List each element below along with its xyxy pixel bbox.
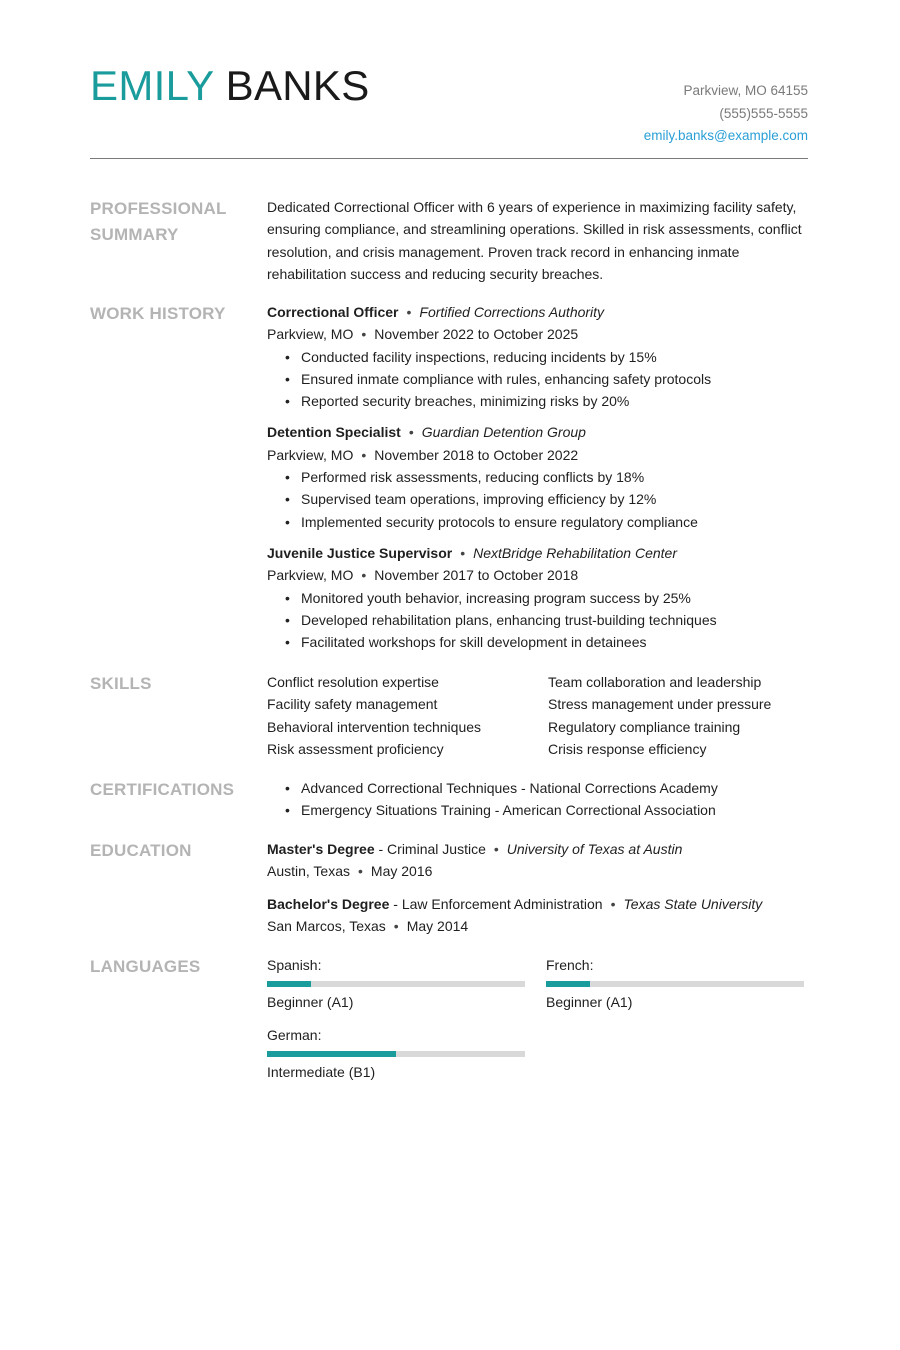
- job-title: Correctional Officer: [267, 304, 399, 320]
- certification-bullets: [267, 777, 808, 822]
- language-name: French:: [546, 957, 594, 973]
- degree: Master's Degree: [267, 841, 375, 857]
- section-label-education: EDUCATION: [90, 841, 192, 860]
- section-label-skills: SKILLS: [90, 674, 152, 693]
- job-bullet: • Implemented security protocols to ensure regulatory compliance: [301, 511, 808, 533]
- education-date: May 2014: [406, 917, 469, 934]
- skill-item: Risk assessment proficiency: [267, 740, 444, 757]
- header-divider: [90, 158, 808, 159]
- section-label-certifications: CERTIFICATIONS: [90, 780, 235, 799]
- certification-item: • Emergency Situations Training - American Correctional Association: [301, 799, 808, 821]
- skills-list: [267, 671, 808, 760]
- language-name: Spanish:: [267, 957, 322, 973]
- job-company: Fortified Corrections Authority: [419, 304, 605, 320]
- certifications-list: [267, 777, 808, 822]
- section-label-summary: [90, 196, 250, 248]
- skill-item: Team collaboration and leadership: [548, 674, 762, 690]
- job-bullet: • Conducted facility inspections, reducing incidents by 15%: [301, 346, 808, 368]
- skill-item: Crisis response efficiency: [548, 740, 707, 757]
- language-proficiency-bar: [546, 981, 804, 987]
- languages-grid: [267, 954, 808, 1083]
- job-location: Parkview, MO: [267, 567, 354, 584]
- first-name: EMILY: [90, 62, 214, 109]
- job-bullets: [267, 587, 808, 654]
- work-history-list: [267, 301, 808, 662]
- education-header: [267, 893, 808, 915]
- language-proficiency-fill: [546, 981, 590, 987]
- job-entry: [267, 421, 808, 532]
- section-label-work-history: WORK HISTORY: [90, 304, 226, 323]
- job-entry: [267, 301, 808, 412]
- bullet-separator: •: [460, 544, 466, 561]
- language-proficiency-fill: [267, 981, 311, 987]
- job-header: [267, 301, 808, 323]
- job-bullet: • Supervised team operations, improving efficiency by 12%: [301, 488, 808, 510]
- bullet-separator: •: [358, 863, 363, 880]
- education-list: [267, 838, 808, 947]
- job-entry: [267, 542, 808, 653]
- last-name: BANKS: [225, 62, 370, 109]
- skill-item: Behavioral intervention techniques: [267, 718, 482, 735]
- language-level: Beginner (A1): [546, 994, 633, 1011]
- bullet-separator: •: [408, 424, 414, 441]
- skill-item: Stress management under pressure: [548, 696, 772, 713]
- language-level: Beginner (A1): [267, 994, 354, 1011]
- contact-location: Parkview, MO 64155: [683, 83, 808, 98]
- school: University of Texas at Austin: [506, 841, 683, 857]
- job-bullet: • Reported security breaches, minimizing risks by 20%: [301, 390, 808, 412]
- bullet-separator: •: [361, 567, 367, 584]
- job-bullet: • Facilitated workshops for skill development in detainees: [301, 631, 808, 653]
- bullet-separator: •: [610, 895, 616, 912]
- job-bullets: [267, 346, 808, 413]
- job-company: Guardian Detention Group: [421, 424, 586, 441]
- job-dates: November 2018 to October 2022: [374, 446, 579, 463]
- job-bullet: • Performed risk assessments, reducing conflicts by 18%: [301, 466, 808, 488]
- degree: Bachelor's Degree: [267, 895, 390, 912]
- job-dates: November 2017 to October 2018: [374, 567, 579, 584]
- education-location: San Marcos, Texas: [267, 917, 386, 934]
- job-title: Detention Specialist: [267, 424, 401, 441]
- languages-list: [267, 954, 808, 1083]
- bullet-separator: •: [361, 326, 367, 343]
- certification-item: • Advanced Correctional Techniques - National Corrections Academy: [301, 777, 808, 799]
- job-meta: [267, 323, 808, 345]
- job-meta: [267, 444, 808, 466]
- section-label-languages: LANGUAGES: [90, 957, 201, 976]
- education-meta: [267, 860, 808, 882]
- job-bullet: • Developed rehabilitation plans, enhancing trust-building techniques: [301, 609, 808, 631]
- job-dates: November 2022 to October 2025: [374, 326, 579, 343]
- summary-text: Dedicated Correctional Officer with 6 years of experience in maximizing facility safety, ensuring compliance, and streamlining operations. Skilled in risk assessments, conflict resolution, and crisis management. Proven track record in enhancing inmate rehabilitation success and reducing security breaches.: [267, 199, 802, 282]
- education-location: Austin, Texas: [267, 863, 351, 880]
- bullet-separator: •: [406, 304, 412, 320]
- school: Texas State University: [623, 895, 763, 912]
- language-item: [267, 1024, 546, 1084]
- job-bullet: • Ensured inmate compliance with rules, enhancing safety protocols: [301, 368, 808, 390]
- job-header: [267, 542, 808, 564]
- education-entry: [267, 893, 808, 938]
- job-company: NextBridge Rehabilitation Center: [473, 544, 677, 561]
- contact-phone: (555)555-5555: [719, 105, 808, 121]
- language-proficiency-fill: [267, 1051, 396, 1057]
- degree-field: - Criminal Justice: [374, 841, 486, 857]
- bullet-separator: •: [361, 446, 367, 463]
- job-title: Juvenile Justice Supervisor: [267, 544, 453, 561]
- education-header: [267, 838, 808, 860]
- job-bullets: [267, 466, 808, 533]
- candidate-name: [90, 58, 370, 114]
- degree-field: - Law Enforcement Administration: [389, 895, 603, 912]
- skill-item: Regulatory compliance training: [548, 718, 741, 735]
- summary-label-line2: SUMMARY: [90, 225, 179, 244]
- job-bullet: • Monitored youth behavior, increasing program success by 25%: [301, 587, 808, 609]
- language-item: [546, 954, 808, 1014]
- job-location: Parkview, MO: [267, 446, 354, 463]
- bullet-separator: •: [393, 917, 399, 934]
- education-meta: [267, 915, 808, 937]
- language-name: German:: [267, 1026, 322, 1043]
- summary-label-line1: PROFESSIONAL: [90, 199, 227, 218]
- job-meta: [267, 564, 808, 586]
- bullet-separator: •: [493, 841, 499, 857]
- contact-email[interactable]: emily.banks@example.com: [643, 128, 808, 143]
- education-date: May 2016: [370, 863, 433, 880]
- language-level: Intermediate (B1): [267, 1063, 376, 1080]
- job-location: Parkview, MO: [267, 326, 354, 343]
- language-proficiency-bar: [267, 1051, 525, 1057]
- job-header: [267, 421, 808, 443]
- skill-item: Conflict resolution expertise: [267, 674, 439, 690]
- contact-info: [644, 80, 808, 148]
- skill-item: Facility safety management: [267, 696, 438, 713]
- education-entry: [267, 838, 808, 883]
- language-proficiency-bar: [267, 981, 525, 987]
- skills-grid: [267, 671, 808, 760]
- language-item: [267, 954, 546, 1014]
